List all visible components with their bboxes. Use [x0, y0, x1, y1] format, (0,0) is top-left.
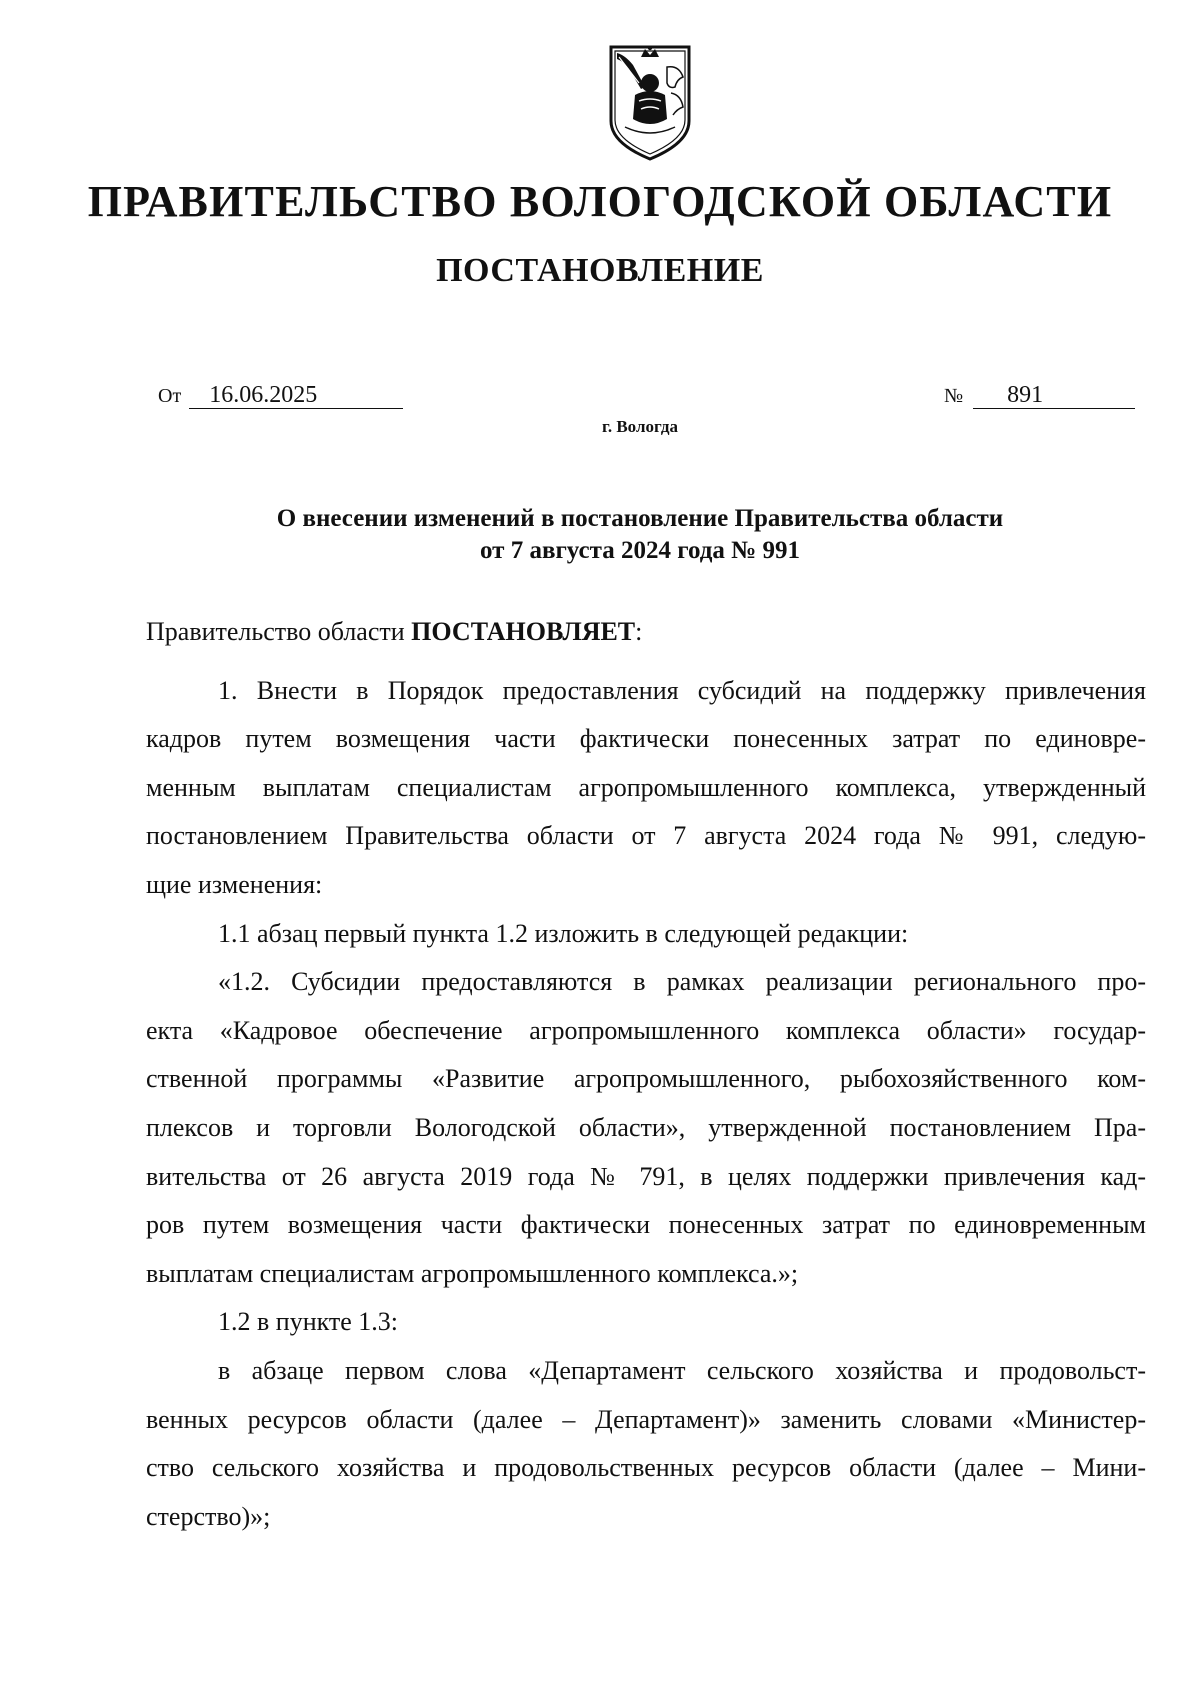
number-value: 891 [973, 382, 1135, 409]
text-line: менным выплатам специалистам агропромышленного комплекса, утвержденный [146, 772, 1146, 802]
preamble-colon: : [635, 617, 643, 646]
date-label: От [158, 385, 182, 407]
preamble [146, 608, 1146, 657]
subject-line: О внесении изменений в постановление Правительства области [276, 505, 1004, 532]
government-title: ПРАВИТЕЛЬСТВО ВОЛОГОДСКОЙ ОБЛАСТИ [87, 177, 1113, 226]
text-line: 1.1 абзац первый пункта 1.2 изложить в следующей редакции: [218, 918, 909, 948]
text-line: постановлением Правительства области от 7 августа 2024 года № 991, следую- [146, 821, 1146, 851]
item-1 [146, 667, 1146, 910]
number-block [944, 382, 1135, 409]
text-line: вительства от 26 августа 2019 года № 791, в целях поддержки привлечения кад- [146, 1161, 1146, 1191]
date-value: 16.06.2025 [189, 382, 403, 409]
text-line: стерство)»; [146, 1501, 271, 1531]
text-line: плексов и торговли Вологодской области», утвержденной постановлением Пра- [146, 1112, 1146, 1142]
text-line: венных ресурсов области (далее – Департамент)» заменить словами «Министер- [146, 1404, 1146, 1434]
subject-line: от 7 августа 2024 года № 991 [480, 537, 800, 564]
text-line: ство сельского хозяйства и продовольственных ресурсов области (далее – Мини- [146, 1453, 1146, 1483]
item-1-2 [146, 1298, 1146, 1347]
text-line: щие изменения: [146, 869, 323, 899]
quoted-paragraph [146, 958, 1146, 1298]
text-line: кадров путем возмещения части фактически понесенных затрат по единовре- [146, 724, 1146, 754]
text-line: в абзаце первом слова «Департамент сельского хозяйства и продовольст- [218, 1355, 1146, 1385]
text-line: 1. Внести в Порядок предоставления субсидий на поддержку привлечения [218, 675, 1146, 705]
text-line: выплатам специалистам агропромышленного комплекса.»; [146, 1258, 799, 1288]
item-1-1 [146, 910, 1146, 959]
text-line: ров путем возмещения части фактически понесенных затрат по единовременным [146, 1210, 1146, 1240]
city: г. Вологда [602, 417, 678, 436]
number-label: № [944, 385, 964, 407]
vologda-coat-of-arms-icon [605, 43, 695, 163]
date-block [158, 382, 403, 409]
document-subject [0, 503, 1200, 567]
text-line: екта «Кадровое обеспечение агропромышленного комплекса области» государ- [146, 1015, 1146, 1045]
item-1-2-paragraph [146, 1347, 1146, 1541]
document-type: ПОСТАНОВЛЕНИЕ [436, 252, 764, 289]
text-line: 1.2 в пункте 1.3: [218, 1307, 399, 1337]
document-body [146, 608, 1146, 1541]
text-line: ственной программы «Развитие агропромышленного, рыбохозяйственного ком- [146, 1064, 1146, 1094]
preamble-decree: ПОСТАНОВЛЯЕТ [411, 617, 636, 646]
text-line: «1.2. Субсидии предоставляются в рамках реализации регионального про- [218, 967, 1146, 997]
preamble-text: Правительство области [146, 617, 412, 646]
